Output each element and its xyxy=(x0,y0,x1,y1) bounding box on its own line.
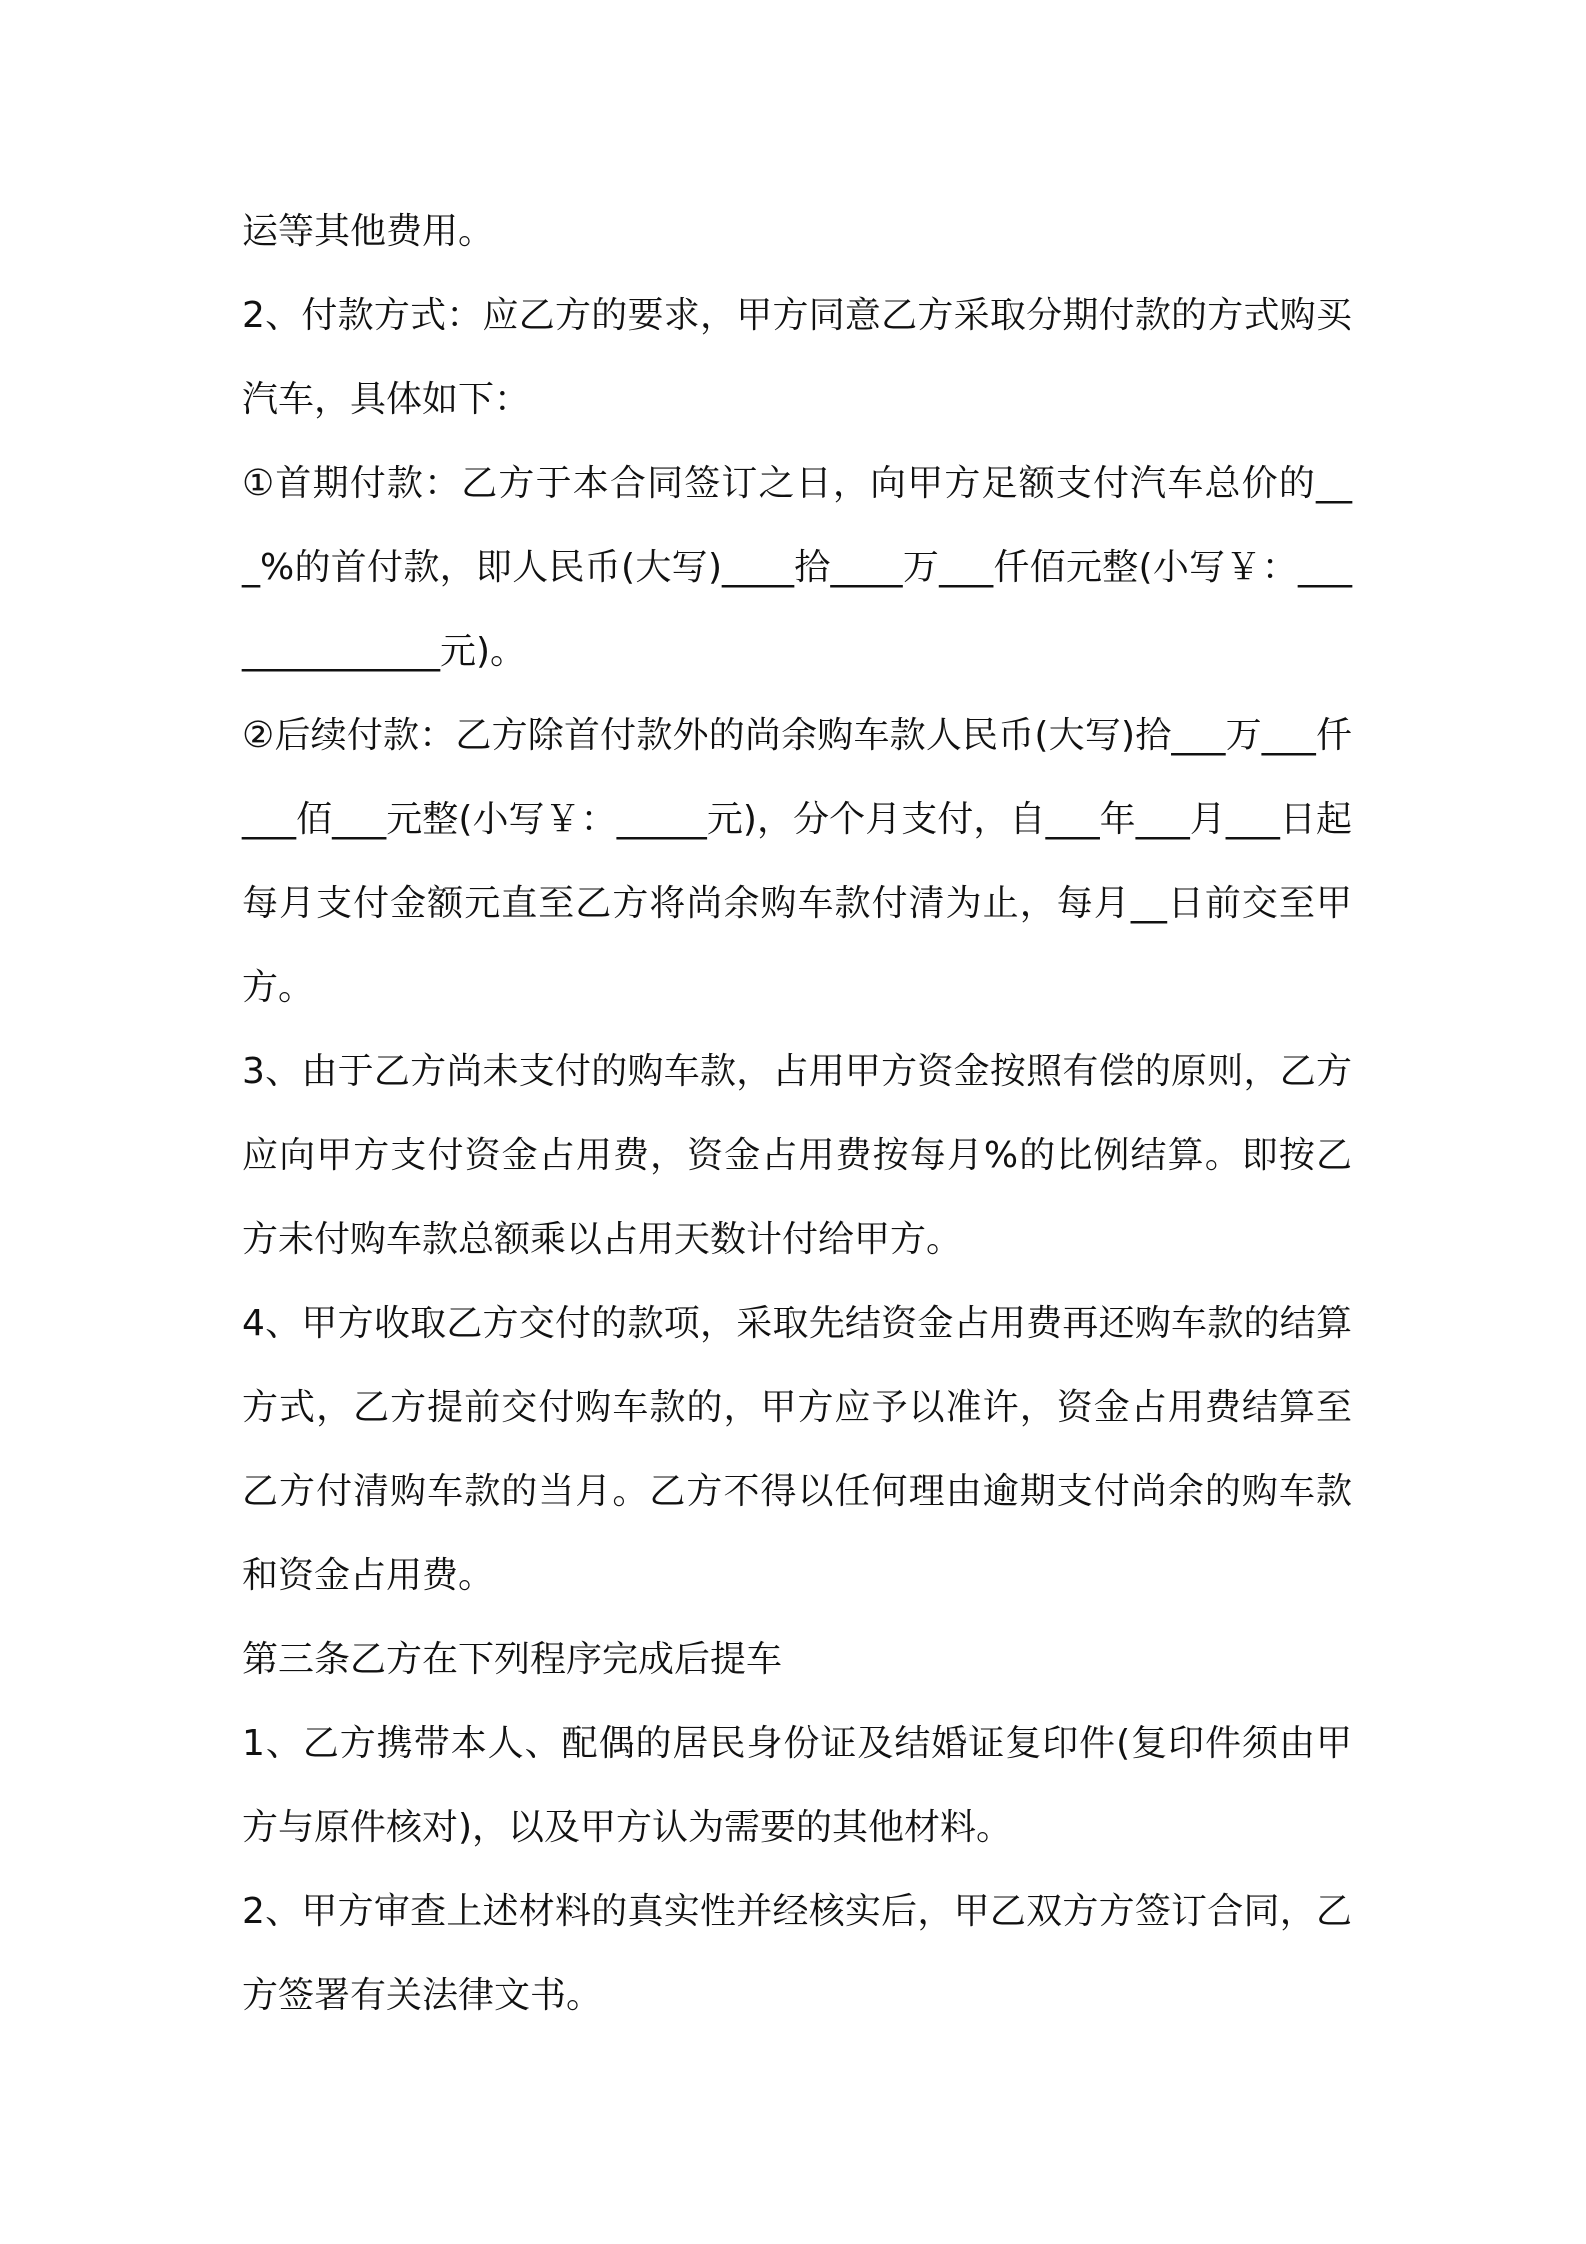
paragraph-subsequent-payment: ②后续付款：乙方除首付款外的尚余购车款人民币(大写)拾___万___仟___佰___元整(小写￥：_____元)，分个月支付，自___年___月___日起每月支付金额元直至乙方将尚余购车款付清为止，每月__日前交至甲方。 xyxy=(242,715,1352,1008)
section-heading-article-3: 第三条乙方在下列程序完成后提车 xyxy=(242,1639,783,1680)
paragraph-required-documents: 1、乙方携带本人、配偶的居民身份证及结婚证复印件(复印件须由甲方与原件核对)，以及甲方认为需要的其他材料。 xyxy=(242,1723,1352,1848)
paragraph-fees-continued: 运等其他费用。 xyxy=(242,211,495,252)
paragraph-fund-usage-fee: 3、由于乙方尚未支付的购车款，占用甲方资金按照有偿的原则，乙方应向甲方支付资金占用费，资金占用费按每月%的比例结算。即按乙方未付购车款总额乘以占用天数计付给甲方。 xyxy=(242,1051,1352,1260)
paragraph-contract-signing: 2、甲方审查上述材料的真实性并经核实后，甲乙双方方签订合同，乙方签署有关法律文书。 xyxy=(242,1891,1352,2016)
paragraph-settlement-method: 4、甲方收取乙方交付的款项，采取先结资金占用费再还购车款的结算方式，乙方提前交付购车款的，甲方应予以准许，资金占用费结算至乙方付清购车款的当月。乙方不得以任何理由逾期支付尚余的购车款和资金占用费。 xyxy=(242,1303,1352,1596)
document-body xyxy=(242,190,1352,2038)
paragraph-payment-method: 2、付款方式：应乙方的要求，甲方同意乙方采取分期付款的方式购买汽车，具体如下： xyxy=(242,295,1352,420)
paragraph-first-payment: ①首期付款：乙方于本合同签订之日，向甲方足额支付汽车总价的___%的首付款，即人民币(大写)____拾____万___仟佰元整(小写￥：______________元)。 xyxy=(242,463,1352,672)
